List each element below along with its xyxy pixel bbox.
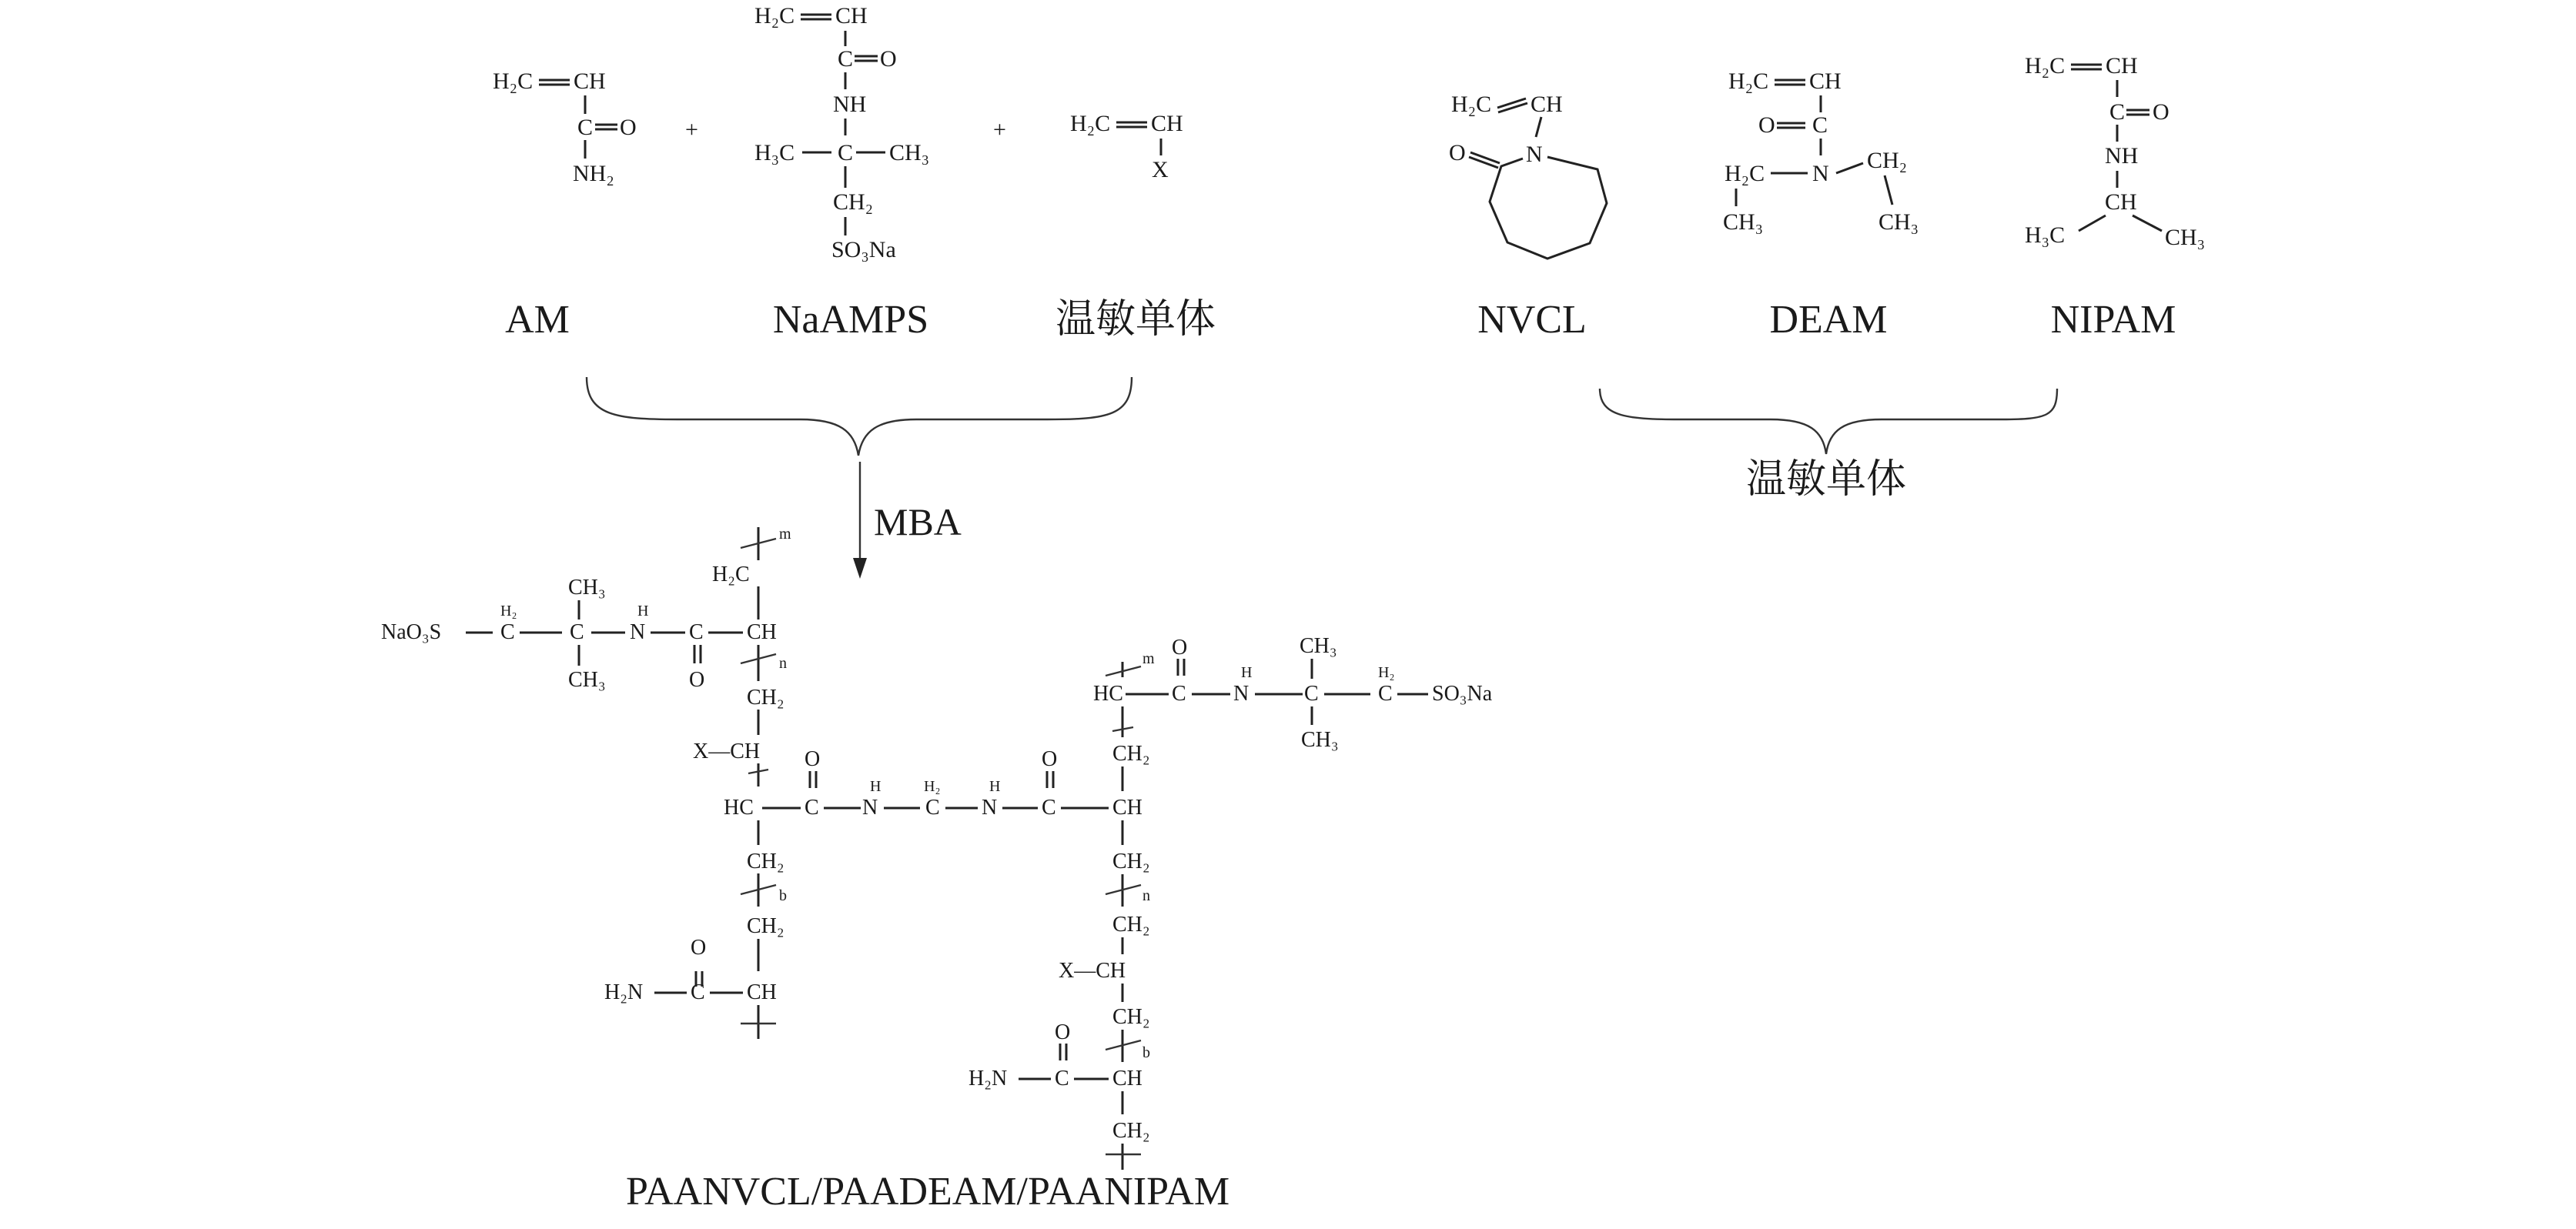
right-hc-top: HC xyxy=(1093,682,1123,706)
right-so3na: SO₃Na xyxy=(1432,682,1493,706)
left-o-amide-bot: O xyxy=(691,936,707,960)
thermo-monomer-label: 温敏单体 xyxy=(1055,298,1216,342)
right-x-ch: X—CH xyxy=(1059,959,1126,983)
naamps-h2c: H₂C xyxy=(754,3,795,28)
plus-2: + xyxy=(993,117,1006,142)
naamps-c: C xyxy=(838,46,854,72)
right-o-amide-bot: O xyxy=(1055,1020,1071,1044)
thermo-monomer-structure xyxy=(1055,111,1216,342)
bridge-c1: C xyxy=(805,796,819,820)
bridge-n1: N xyxy=(862,796,878,820)
left-m: m xyxy=(779,526,791,543)
bridge-c-ch2: C xyxy=(925,796,940,820)
bridge-c2: C xyxy=(1042,796,1056,820)
right-n-sub: n xyxy=(1142,887,1150,904)
deam-ch2-right: CH₂ xyxy=(1867,148,1908,173)
deam-label: DEAM xyxy=(1769,298,1888,342)
right-ch-bot: CH xyxy=(1112,1067,1142,1090)
nipam-structure xyxy=(2025,53,2205,342)
naamps-quat-c: C xyxy=(838,140,854,165)
right-b-sub: b xyxy=(1142,1044,1150,1061)
nvcl-structure xyxy=(1449,92,1607,342)
right-c-ch2: C xyxy=(1378,682,1393,706)
naamps-ch2: CH₂ xyxy=(833,189,874,215)
right-c-quat: C xyxy=(1304,682,1319,706)
am-nh2: NH₂ xyxy=(573,161,614,186)
right-ch2-a: CH₂ xyxy=(1112,742,1150,766)
right-ch3-bot: CH₃ xyxy=(1301,728,1339,752)
mba-bridge xyxy=(762,747,1109,820)
right-brace xyxy=(1600,389,2057,454)
nipam-c: C xyxy=(2109,99,2126,125)
right-o-carbonyl: O xyxy=(1172,636,1188,660)
left-x-ch: X—CH xyxy=(693,740,761,763)
nipam-h2c: H₂C xyxy=(2025,53,2066,78)
left-h-amide: H xyxy=(637,603,649,620)
left-o-carbonyl: O xyxy=(689,668,705,692)
left-c-amide-bot: C xyxy=(691,980,705,1004)
naamps-o: O xyxy=(880,46,897,72)
right-m: m xyxy=(1142,650,1155,667)
plus-1: + xyxy=(685,117,698,142)
left-h2c: H₂C xyxy=(712,563,750,586)
left-c1: C xyxy=(500,620,515,644)
nipam-ch-iso: CH xyxy=(2105,189,2137,215)
am-label: AM xyxy=(505,298,570,342)
naamps-structure xyxy=(754,3,929,342)
deam-ch3-right: CH₃ xyxy=(1878,209,1919,235)
nvcl-n: N xyxy=(1526,142,1543,167)
right-ch2-e: CH₂ xyxy=(1112,1119,1150,1143)
am-o: O xyxy=(620,115,637,140)
bridge-n2: N xyxy=(982,796,998,820)
right-h-amide: H xyxy=(1241,664,1253,681)
am-structure xyxy=(493,68,637,342)
crosslinker-label: MBA xyxy=(874,500,962,543)
product-left-branch xyxy=(381,526,791,1039)
naamps-label: NaAMPS xyxy=(772,298,929,342)
left-c2: C xyxy=(570,620,584,644)
deam-structure xyxy=(1723,68,1919,342)
right-h2: H₂ xyxy=(1378,664,1395,681)
deam-ch3-left: CH₃ xyxy=(1723,209,1764,235)
thermo-group-label: 温敏单体 xyxy=(1745,458,1907,502)
left-n-sub: n xyxy=(779,655,787,672)
left-ch3-top: CH₃ xyxy=(568,576,606,599)
right-ch2-b: CH₂ xyxy=(1112,850,1150,873)
right-ch2-c: CH₂ xyxy=(1112,913,1150,937)
bridge-h2: H₂ xyxy=(924,778,941,795)
deam-h2c-left: H₂C xyxy=(1725,161,1765,186)
nvcl-ch: CH xyxy=(1531,92,1563,117)
deam-ch: CH xyxy=(1809,68,1842,94)
bridge-h-n2: H xyxy=(989,778,1001,795)
naamps-so3na: SO₃Na xyxy=(831,237,896,262)
right-ch2-d: CH₂ xyxy=(1112,1005,1150,1029)
right-c-amide-bot: C xyxy=(1055,1067,1069,1090)
nipam-label: NIPAM xyxy=(2050,298,2176,342)
naamps-h3c: H₃C xyxy=(754,140,795,165)
nipam-h3c: H₃C xyxy=(2025,222,2066,248)
left-brace xyxy=(587,377,1132,456)
left-ch-bot: CH xyxy=(747,980,777,1004)
bridge-h-n1: H xyxy=(870,778,882,795)
nvcl-label: NVCL xyxy=(1477,298,1587,342)
naamps-ch3: CH₃ xyxy=(889,140,930,165)
left-ch2-c: CH₂ xyxy=(747,914,785,938)
product-right-branch xyxy=(969,634,1493,1170)
left-naO3s: NaO₃S xyxy=(381,620,442,644)
tm-x: X xyxy=(1152,157,1169,182)
deam-h2c: H₂C xyxy=(1728,68,1769,94)
tm-h2c: H₂C xyxy=(1070,111,1111,136)
right-ch3-top: CH₃ xyxy=(1300,634,1337,658)
nipam-ch3: CH₃ xyxy=(2165,225,2206,250)
naamps-nh: NH xyxy=(833,92,867,117)
deam-c: C xyxy=(1812,112,1828,138)
bridge-o1: O xyxy=(805,747,821,771)
am-c: C xyxy=(577,115,594,140)
left-h2n: H₂N xyxy=(604,980,644,1004)
deam-n: N xyxy=(1812,161,1829,186)
left-b-sub: b xyxy=(779,887,787,904)
right-h2n: H₂N xyxy=(969,1067,1008,1090)
right-ch-cross: CH xyxy=(1112,796,1142,820)
left-n-amide: N xyxy=(630,620,646,644)
deam-o: O xyxy=(1758,112,1775,138)
right-c-carbonyl: C xyxy=(1172,682,1186,706)
product-label: PAANVCL/PAADEAM/PAANIPAM xyxy=(625,1170,1230,1214)
nvcl-h2c: H₂C xyxy=(1451,92,1492,117)
nipam-ch: CH xyxy=(2106,53,2138,78)
left-c-carbonyl: C xyxy=(689,620,704,644)
am-h2c: H₂C xyxy=(493,68,534,94)
left-ch-backbone: CH xyxy=(747,620,777,644)
tm-ch: CH xyxy=(1151,111,1183,136)
naamps-ch: CH xyxy=(835,3,868,28)
nipam-nh: NH xyxy=(2105,143,2139,169)
right-n-amide: N xyxy=(1233,682,1250,706)
nipam-o: O xyxy=(2153,99,2170,125)
left-ch2-a: CH₂ xyxy=(747,686,785,710)
am-ch: CH xyxy=(574,68,606,94)
left-hc-cross: HC xyxy=(724,796,754,820)
bridge-o2: O xyxy=(1042,747,1058,771)
left-ch3-bot: CH₃ xyxy=(568,668,606,692)
left-ch2-b: CH₂ xyxy=(747,850,785,873)
nvcl-o: O xyxy=(1449,140,1466,165)
left-h2: H₂ xyxy=(500,603,517,620)
